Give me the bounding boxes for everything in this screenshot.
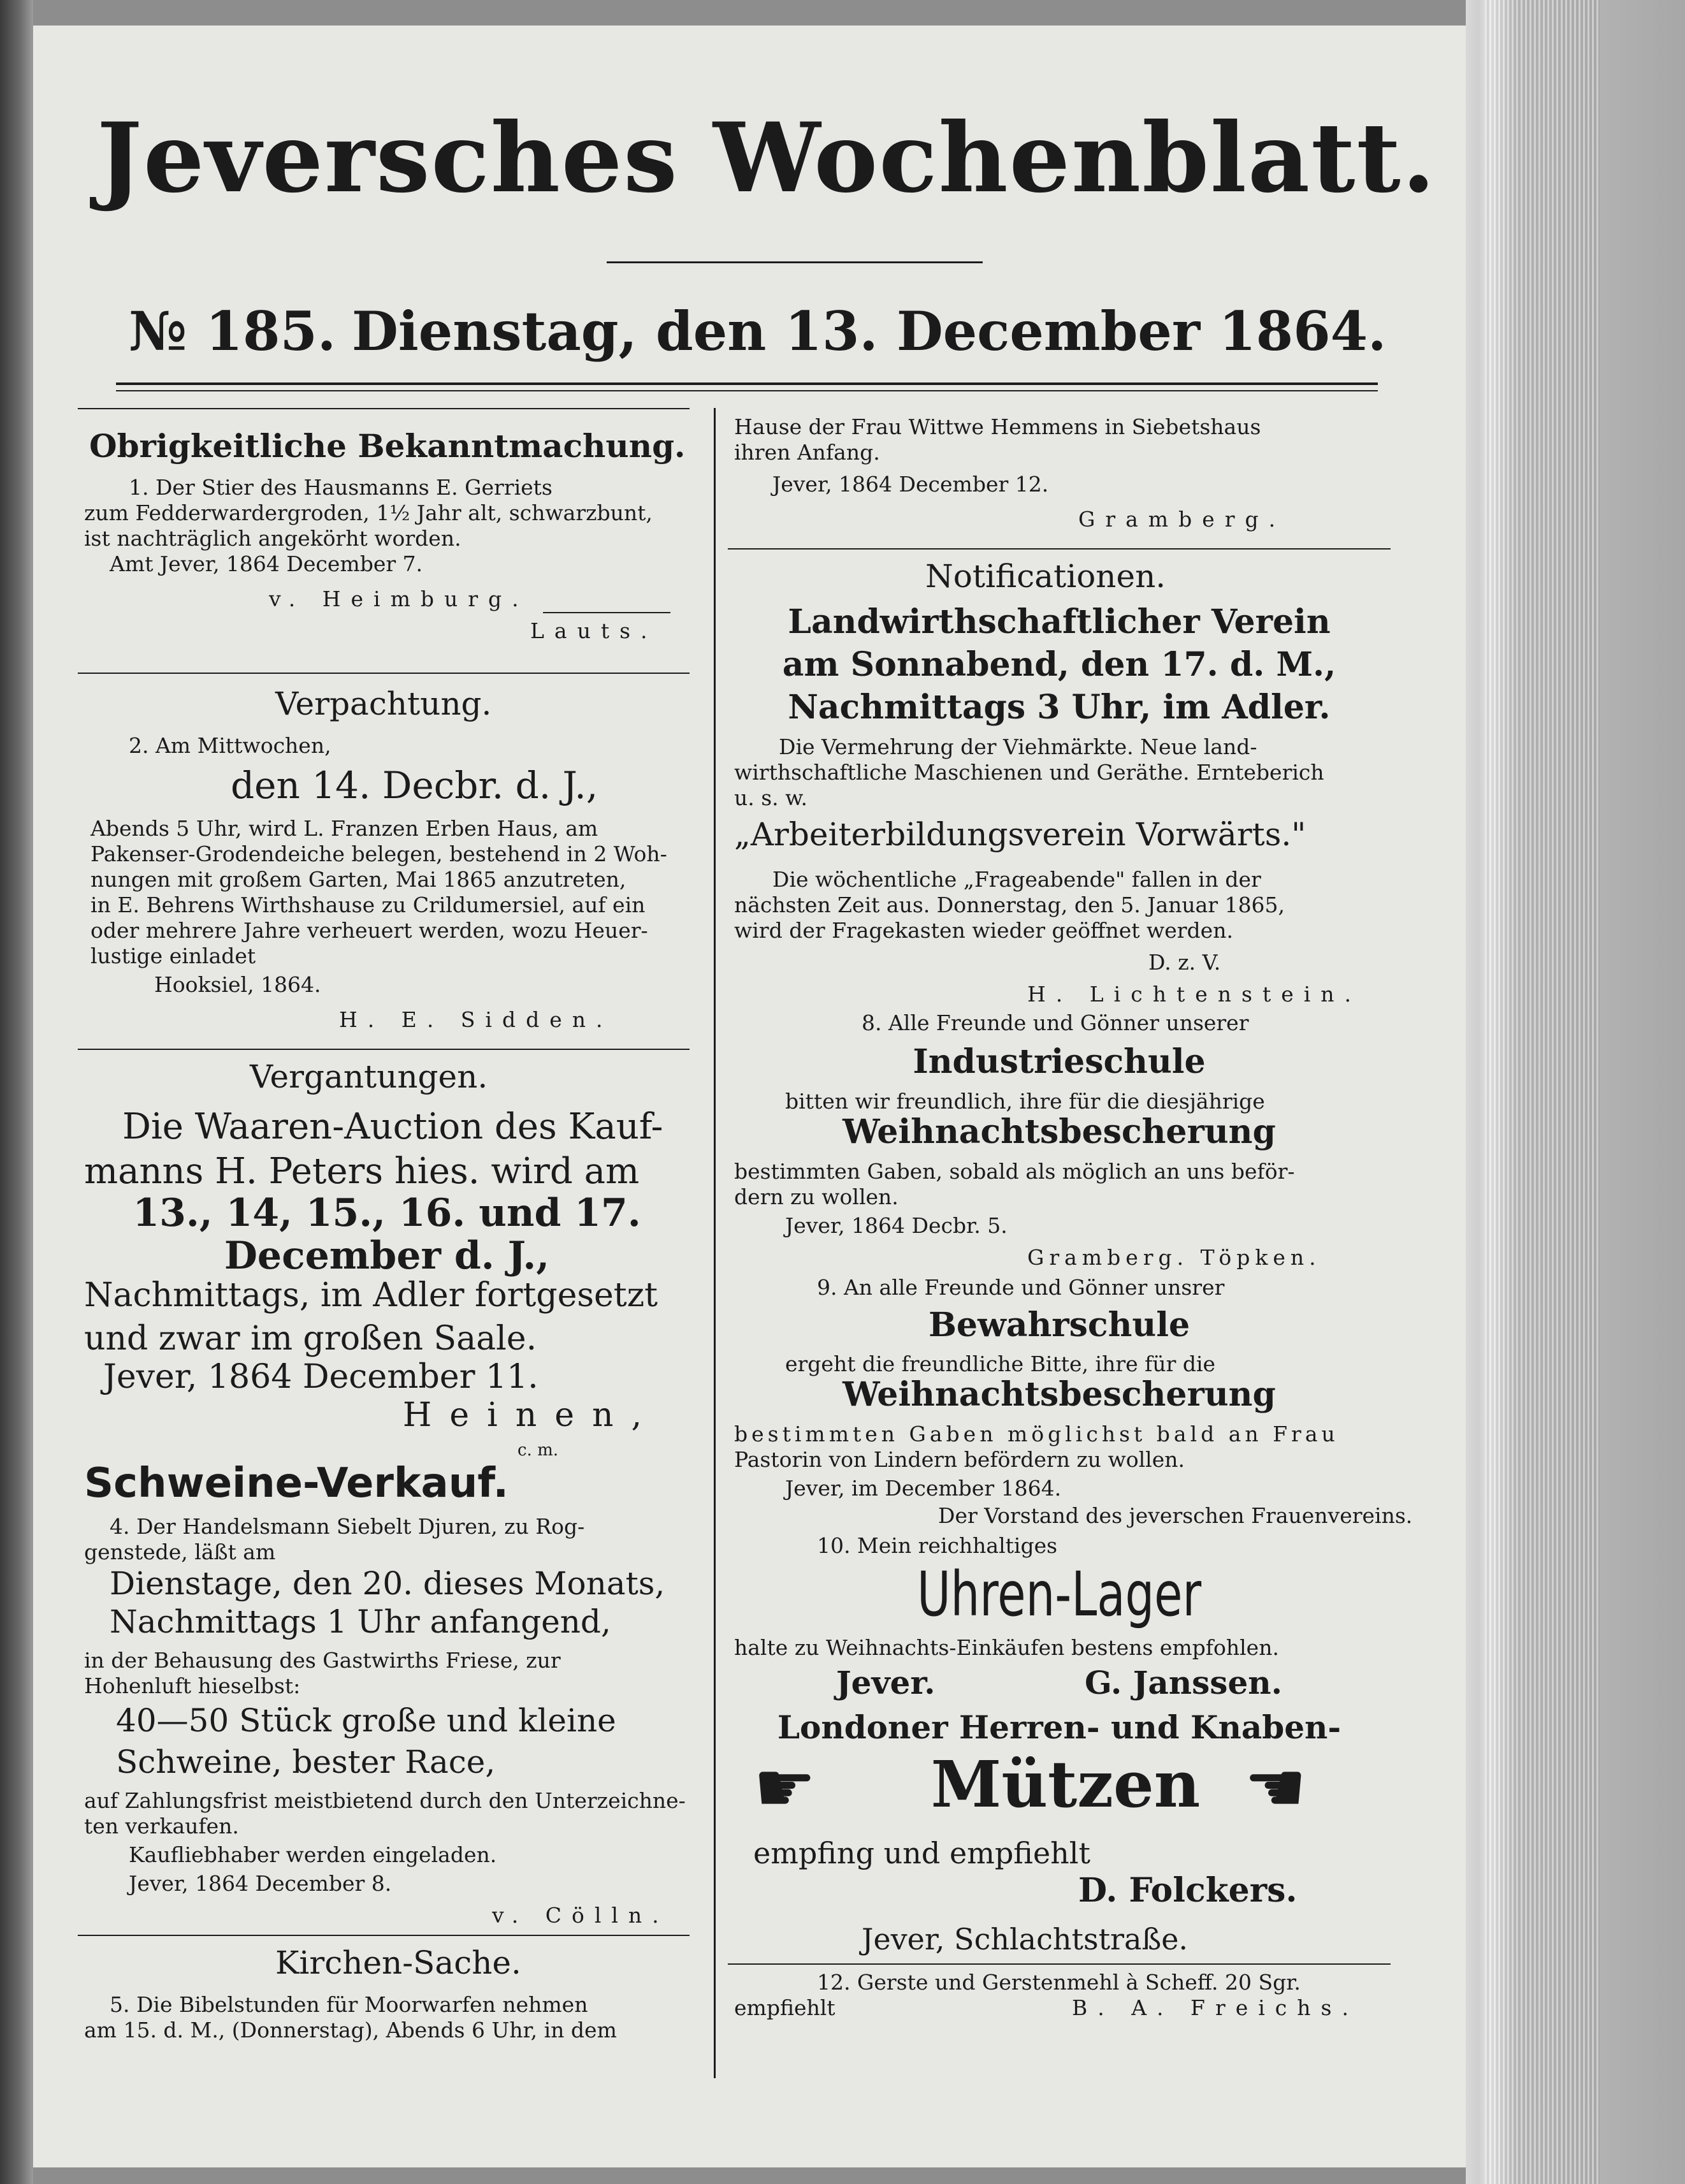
vergantungen-sub: c. m. xyxy=(517,1441,559,1460)
uhren-place: Jever. xyxy=(836,1664,936,1701)
cont-line-2: ihren Anfang. xyxy=(734,440,880,465)
cont-sig: Gramberg. xyxy=(1078,507,1286,532)
page-edges xyxy=(1466,0,1685,2184)
verpachtung-line-1: 2. Am Mittwochen, xyxy=(129,733,331,758)
verpachtung-text-3: nungen mit großem Garten, Mai 1865 anzutreten, xyxy=(90,867,626,892)
schweine-sig: v. Cölln. xyxy=(492,1903,669,1928)
industrie-heading: Industrieschule xyxy=(913,1042,1206,1081)
verpachtung-sig: H. E. Sidden. xyxy=(339,1007,613,1032)
verein-line-1: Die Vermehrung der Viehmärkte. Neue land- xyxy=(779,734,1257,759)
schweine-line-2: genstede, läßt am xyxy=(84,1540,276,1564)
gerste-line-2: empfiehlt xyxy=(734,1995,835,2020)
verein-heading-1: Landwirthschaftlicher Verein xyxy=(788,602,1331,641)
muetzen-sig: D. Folckers. xyxy=(1078,1871,1298,1910)
uhren-sig: G. Janssen. xyxy=(1085,1664,1283,1701)
masthead-underline xyxy=(116,382,1378,385)
obrig-line-3: ist nachträglich angekörht worden. xyxy=(84,526,461,551)
arbeiter-heading: „Arbeiterbildungsverein Vorwärts." xyxy=(734,816,1306,853)
industrie-line-1: 8. Alle Freunde und Gönner unserer xyxy=(862,1010,1249,1035)
schweine-big-1: Dienstage, den 20. dieses Monats, xyxy=(110,1565,665,1602)
vergantungen-line-7: Jever, 1864 December 11. xyxy=(103,1358,539,1396)
verpachtung-place: Hooksiel, 1864. xyxy=(154,972,321,997)
bewahr-line-3: bestimmten Gaben möglichst bald an Frau xyxy=(734,1422,1339,1446)
kirchen-line-2: am 15. d. M., (Donnerstag), Abends 6 Uhr, in dem xyxy=(84,2018,617,2042)
industrie-sig: Gramberg. Töpken. xyxy=(1027,1245,1321,1270)
obrig-sig-rule xyxy=(543,612,670,613)
schweine-line-3: in der Behausung des Gastwirths Friese, zur xyxy=(84,1648,561,1673)
obrig-line-1: 1. Der Stier des Hausmanns E. Gerriets xyxy=(129,475,553,500)
obrig-sig-2: Lauts. xyxy=(530,618,658,643)
uhren-line-1: 10. Mein reichhaltiges xyxy=(817,1533,1058,1558)
bewahr-line-1: 9. An alle Freunde und Gönner unsrer xyxy=(817,1275,1225,1300)
arbeiter-line-2: nächsten Zeit aus. Donnerstag, den 5. Januar 1865, xyxy=(734,892,1285,917)
bewahr-heading: Bewahrschule xyxy=(928,1306,1190,1344)
bewahr-line-4: Pastorin von Lindern befördern zu wollen. xyxy=(734,1447,1185,1472)
book-gutter xyxy=(0,0,33,2184)
pointing-hand-left-icon: ☚ xyxy=(1244,1747,1307,1828)
muetzen-heading-1: Londoner Herren- und Knaben- xyxy=(777,1708,1341,1746)
section-rule-3 xyxy=(78,1935,690,1936)
section-rule-2 xyxy=(78,1049,690,1050)
arbeiter-line-3: wird der Fragekasten wieder geöffnet werden. xyxy=(734,918,1233,943)
kirchen-heading: Kirchen-Sache. xyxy=(275,1944,521,1981)
vergantungen-line-3: 13., 14, 15., 16. und 17. xyxy=(133,1191,641,1235)
vergantungen-line-2: manns H. Peters hies. wird am xyxy=(84,1151,640,1192)
obrig-line-4: Amt Jever, 1864 December 7. xyxy=(110,551,423,576)
bewahr-sig: Der Vorstand des jeverschen Frauenvereins. xyxy=(938,1503,1413,1528)
arbeiter-line-1: Die wöchentliche „Frageabende" fallen in der xyxy=(772,867,1261,892)
muetzen-line-1: empfing und empfiehlt xyxy=(753,1836,1090,1870)
section-rule-1 xyxy=(78,673,690,674)
vergantungen-line-4: December d. J., xyxy=(224,1234,550,1278)
uhren-heading: Uhren-Lager xyxy=(916,1559,1202,1630)
gerste-sig: B. A. Freichs. xyxy=(1072,1995,1359,2020)
industrie-line-3: bestimmten Gaben, sobald als möglich an uns beför- xyxy=(734,1159,1295,1184)
vergantungen-line-1: Die Waaren-Auction des Kauf- xyxy=(122,1106,663,1147)
verpachtung-text-4: in E. Behrens Wirthshause zu Crildumersiel, auf ein xyxy=(90,892,646,917)
schweine-line-8: Jever, 1864 December 8. xyxy=(129,1871,392,1896)
verpachtung-heading: Verpachtung. xyxy=(275,685,492,722)
industrie-line-2: bitten wir freundlich, ihre für die diesjährige xyxy=(785,1089,1265,1114)
verpachtung-date: den 14. Decbr. d. J., xyxy=(231,764,598,807)
vergantungen-heading: Vergantungen. xyxy=(250,1058,488,1095)
cont-line-3: Jever, 1864 December 12. xyxy=(772,472,1049,497)
arbeiter-sig-2: H. Lichtenstein. xyxy=(1027,982,1362,1007)
muetzen-line-2: Jever, Schlachtstraße. xyxy=(862,1922,1189,1956)
right-rule-1 xyxy=(728,548,1391,550)
pointing-hand-right-icon: ☛ xyxy=(753,1747,816,1828)
schweine-heading: Schweine-Verkauf. xyxy=(84,1460,509,1507)
gerste-line-1: 12. Gerste und Gerstenmehl à Scheff. 20 Sgr. xyxy=(817,1970,1301,1995)
masthead-rule xyxy=(607,261,983,263)
column-divider xyxy=(714,408,716,2078)
verpachtung-text-2: Pakenser-Grodendeiche belegen, bestehend in 2 Woh- xyxy=(90,841,667,866)
verpachtung-text-5: oder mehrere Jahre verheuert werden, wozu Heuer- xyxy=(90,918,648,943)
newspaper-page xyxy=(33,25,1466,2167)
right-rule-2 xyxy=(728,1963,1391,1965)
vergantungen-line-6: und zwar im großen Saale. xyxy=(84,1320,537,1358)
verpachtung-text-1: Abends 5 Uhr, wird L. Franzen Erben Haus, am xyxy=(90,816,598,841)
uhren-line-2: halte zu Weihnachts-Einkäufen bestens empfohlen. xyxy=(734,1635,1279,1660)
schweine-line-1: 4. Der Handelsmann Siebelt Djuren, zu Rog- xyxy=(110,1514,585,1539)
vergantungen-sig: Heinen, xyxy=(403,1396,660,1434)
muetzen-heading-2: Mützen xyxy=(930,1747,1201,1822)
bewahr-line-5: Jever, im December 1864. xyxy=(785,1476,1062,1501)
masthead-title: Jeversches Wochenblatt. xyxy=(97,102,1436,214)
verein-heading-2: am Sonnabend, den 17. d. M., xyxy=(782,645,1336,684)
left-top-rule xyxy=(78,408,690,409)
schweine-line-6: ten verkaufen. xyxy=(84,1814,239,1838)
schweine-big-3: 40—50 Stück große und kleine xyxy=(116,1702,616,1739)
arbeiter-sig-1: D. z. V. xyxy=(1148,950,1221,975)
obrig-line-2: zum Fedderwardergroden, 1½ Jahr alt, schwarzbunt, xyxy=(84,500,653,525)
notif-heading: Notificationen. xyxy=(925,558,1166,595)
issue-date: Dienstag, den 13. December 1864. xyxy=(352,300,1387,363)
schweine-line-4: Hohenluft hieselbst: xyxy=(84,1673,301,1698)
verpachtung-text-6: lustige einladet xyxy=(90,943,256,968)
industrie-heading-2: Weihnachtsbescherung xyxy=(842,1112,1276,1151)
masthead-underline-thin xyxy=(116,390,1378,391)
vergantungen-line-5: Nachmittags, im Adler fortgesetzt xyxy=(84,1276,658,1314)
kirchen-line-1: 5. Die Bibelstunden für Moorwarfen nehmen xyxy=(110,1992,588,2017)
bewahr-heading-2: Weihnachtsbescherung xyxy=(842,1375,1276,1414)
schweine-line-7: Kaufliebhaber werden eingeladen. xyxy=(129,1842,497,1867)
cont-line-1: Hause der Frau Wittwe Hemmens in Siebetshaus xyxy=(734,414,1261,439)
verein-heading-3: Nachmittags 3 Uhr, im Adler. xyxy=(788,688,1331,727)
schweine-line-5: auf Zahlungsfrist meistbietend durch den Unterzeichne- xyxy=(84,1788,686,1813)
issue-number: № 185. xyxy=(129,300,336,363)
schweine-big-2: Nachmittags 1 Uhr anfangend, xyxy=(110,1603,611,1640)
industrie-line-5: Jever, 1864 Decbr. 5. xyxy=(785,1213,1008,1238)
obrig-sig-1: v. Heimburg. xyxy=(269,586,529,611)
schweine-big-4: Schweine, bester Race, xyxy=(116,1744,496,1780)
verein-line-3: u. s. w. xyxy=(734,785,807,810)
bewahr-line-2: ergeht die freundliche Bitte, ihre für die xyxy=(785,1351,1216,1376)
verein-line-2: wirthschaftliche Maschienen und Geräthe. Ernteberich xyxy=(734,760,1324,785)
obrig-heading: Obrigkeitliche Bekanntmachung. xyxy=(89,427,686,465)
industrie-line-4: dern zu wollen. xyxy=(734,1184,899,1209)
